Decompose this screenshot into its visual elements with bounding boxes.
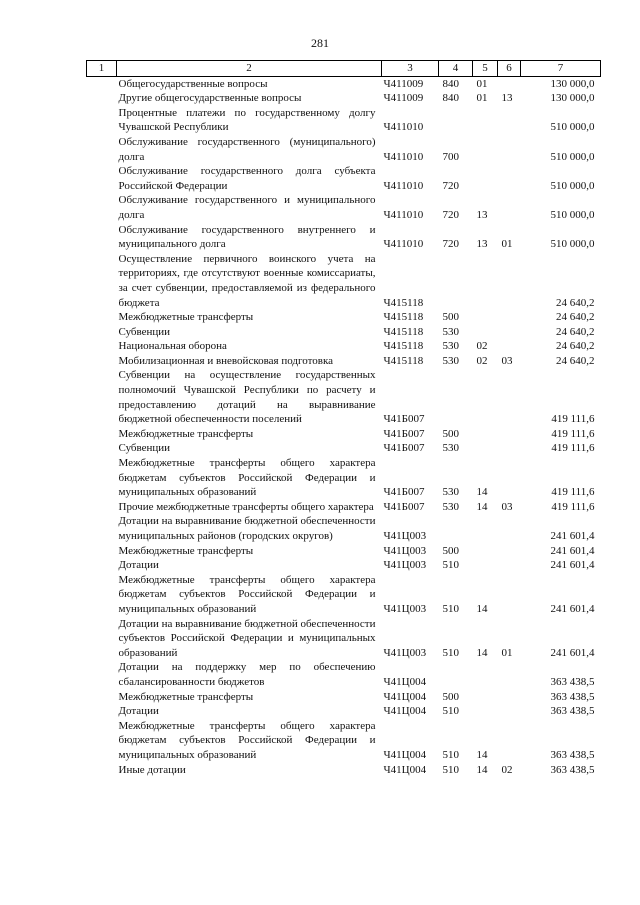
row-col-1 bbox=[87, 427, 117, 442]
row-col-1 bbox=[87, 325, 117, 340]
table-row bbox=[87, 704, 601, 719]
row-description: Мобилизационная и вневойсковая подготовка bbox=[118, 354, 334, 367]
row-expense-type: 500 bbox=[442, 427, 459, 440]
table-row bbox=[87, 617, 601, 661]
row-target-code: Ч41Ц003 bbox=[383, 559, 427, 572]
row-col-1 bbox=[87, 354, 117, 369]
row-target-code: Ч41Б007 bbox=[383, 413, 425, 426]
row-section bbox=[473, 252, 498, 310]
row-description: Субвенции bbox=[118, 325, 171, 338]
row-subsection bbox=[498, 573, 521, 617]
row-amount: 510 000,0 bbox=[550, 150, 595, 163]
header-col-7: 7 bbox=[521, 61, 601, 77]
row-expense-type: 840 bbox=[442, 77, 459, 90]
table-row bbox=[87, 354, 601, 369]
row-target-code: Ч41Б007 bbox=[383, 427, 425, 440]
table-row bbox=[87, 91, 601, 106]
row-col-1 bbox=[87, 660, 117, 689]
header-col-3: 3 bbox=[382, 61, 439, 77]
row-amount: 510 000,0 bbox=[550, 179, 595, 192]
row-target-code: Ч415118 bbox=[383, 354, 424, 367]
row-subsection bbox=[498, 704, 521, 719]
row-description: Обслуживание государственного (муниципального) долга bbox=[118, 135, 376, 163]
row-col-1 bbox=[87, 164, 117, 193]
row-section bbox=[473, 690, 498, 705]
row-expense-type: 720 bbox=[442, 208, 459, 221]
row-target-code: Ч415118 bbox=[383, 311, 424, 324]
row-subsection: 13 bbox=[501, 92, 513, 105]
row-subsection bbox=[498, 441, 521, 456]
row-col-1 bbox=[87, 135, 117, 164]
row-section: 01 bbox=[476, 92, 488, 105]
row-subsection bbox=[498, 660, 521, 689]
row-target-code: Ч415118 bbox=[383, 296, 424, 309]
row-col-1 bbox=[87, 252, 117, 310]
row-col-1 bbox=[87, 558, 117, 573]
row-subsection bbox=[498, 456, 521, 500]
row-target-code: Ч41Ц003 bbox=[383, 602, 427, 615]
row-col-1 bbox=[87, 544, 117, 559]
row-amount: 24 640,2 bbox=[556, 311, 595, 324]
row-subsection bbox=[498, 193, 521, 222]
row-description: Общегосударственные вопросы bbox=[118, 77, 268, 90]
row-expense-type: 530 bbox=[442, 500, 459, 513]
row-section bbox=[473, 544, 498, 559]
row-amount: 24 640,2 bbox=[556, 296, 595, 309]
row-amount: 24 640,2 bbox=[556, 354, 595, 367]
row-section bbox=[473, 106, 498, 135]
row-section: 14 bbox=[476, 486, 488, 499]
table-row bbox=[87, 76, 601, 91]
row-target-code: Ч411010 bbox=[383, 238, 424, 251]
row-expense-type: 720 bbox=[442, 238, 459, 251]
row-target-code: Ч411010 bbox=[383, 121, 424, 134]
row-amount: 24 640,2 bbox=[556, 340, 595, 353]
table-row bbox=[87, 660, 601, 689]
row-amount: 241 601,4 bbox=[550, 602, 595, 615]
row-section: 01 bbox=[476, 77, 488, 90]
row-section bbox=[473, 135, 498, 164]
table-row bbox=[87, 325, 601, 340]
row-amount: 363 438,5 bbox=[550, 675, 595, 688]
row-target-code: Ч41Ц003 bbox=[383, 646, 427, 659]
row-description: Прочие межбюджетные трансферты общего характера bbox=[118, 500, 374, 513]
row-description: Межбюджетные трансферты общего характера бюджетам субъектов Российской Федерации и муниципальных образований bbox=[118, 573, 376, 615]
row-amount: 241 601,4 bbox=[550, 530, 595, 542]
row-expense-type: 510 bbox=[442, 602, 459, 615]
row-col-1 bbox=[87, 719, 117, 763]
row-amount: 419 111,6 bbox=[551, 500, 595, 513]
table-row bbox=[87, 164, 601, 193]
row-subsection bbox=[498, 514, 521, 543]
row-target-code: Ч41Б007 bbox=[383, 442, 425, 455]
table-row bbox=[87, 223, 601, 252]
row-description: Межбюджетные трансферты общего характера бюджетам субъектов Российской Федерации и муниципальных образований bbox=[118, 457, 376, 499]
row-col-1 bbox=[87, 704, 117, 719]
row-description: Обслуживание государственного и муниципального долга bbox=[118, 194, 376, 221]
row-subsection bbox=[498, 558, 521, 573]
table-row bbox=[87, 368, 601, 426]
row-description: Дотации на поддержку мер по обеспечению сбалансированности бюджетов bbox=[118, 661, 376, 688]
row-col-1 bbox=[87, 500, 117, 515]
table-row bbox=[87, 558, 601, 573]
row-target-code: Ч411009 bbox=[383, 92, 424, 105]
row-subsection: 01 bbox=[501, 238, 513, 251]
row-target-code: Ч41Б007 bbox=[383, 486, 425, 499]
row-description: Межбюджетные трансферты bbox=[118, 311, 254, 324]
row-description: Субвенции на осуществление государственных полномочий Чувашской Республики по расчету и предоставлению дотаций на выравнивание бюджетной обеспеченности поселений bbox=[118, 369, 376, 426]
row-expense-type: 530 bbox=[442, 486, 459, 499]
table-row bbox=[87, 690, 601, 705]
row-expense-type: 720 bbox=[442, 179, 459, 192]
row-subsection bbox=[498, 368, 521, 426]
row-col-1 bbox=[87, 106, 117, 135]
row-section: 14 bbox=[476, 763, 488, 776]
row-subsection bbox=[498, 76, 521, 91]
row-section: 02 bbox=[476, 354, 488, 367]
row-amount: 510 000,0 bbox=[550, 121, 595, 134]
row-target-code: Ч415118 bbox=[383, 325, 424, 338]
table-row bbox=[87, 427, 601, 442]
row-expense-type bbox=[439, 514, 473, 543]
row-amount: 510 000,0 bbox=[550, 238, 595, 251]
table-row bbox=[87, 135, 601, 164]
row-col-1 bbox=[87, 456, 117, 500]
row-target-code: Ч41Ц004 bbox=[383, 748, 427, 761]
row-col-1 bbox=[87, 617, 117, 661]
row-section bbox=[473, 514, 498, 543]
row-target-code: Ч411010 bbox=[383, 179, 424, 192]
row-description: Иные дотации bbox=[118, 763, 186, 776]
row-col-1 bbox=[87, 223, 117, 252]
row-section bbox=[473, 441, 498, 456]
row-description: Межбюджетные трансферты bbox=[118, 690, 254, 703]
page-number: 281 bbox=[311, 36, 329, 50]
row-target-code: Ч41Ц003 bbox=[383, 530, 427, 542]
row-description: Межбюджетные трансферты bbox=[118, 544, 254, 557]
row-expense-type: 510 bbox=[442, 559, 459, 572]
row-subsection: 02 bbox=[501, 763, 513, 776]
row-amount: 241 601,4 bbox=[550, 544, 595, 557]
row-expense-type: 530 bbox=[442, 354, 459, 367]
row-col-1 bbox=[87, 763, 117, 778]
header-col-4: 4 bbox=[439, 61, 473, 77]
row-target-code: Ч41Ц004 bbox=[383, 705, 427, 718]
header-col-1: 1 bbox=[87, 61, 117, 77]
header-col-2: 2 bbox=[117, 61, 382, 77]
row-expense-type: 840 bbox=[442, 92, 459, 105]
row-section bbox=[473, 704, 498, 719]
row-amount: 363 438,5 bbox=[550, 748, 595, 761]
row-section: 14 bbox=[476, 748, 488, 761]
table-row bbox=[87, 500, 601, 515]
table-row bbox=[87, 106, 601, 135]
row-expense-type: 500 bbox=[442, 311, 459, 324]
row-section bbox=[473, 368, 498, 426]
table-header bbox=[87, 61, 601, 77]
row-expense-type bbox=[439, 252, 473, 310]
row-col-1 bbox=[87, 368, 117, 426]
budget-table bbox=[86, 60, 601, 777]
row-section bbox=[473, 164, 498, 193]
row-amount: 24 640,2 bbox=[556, 325, 595, 338]
row-description: Национальная оборона bbox=[118, 340, 227, 353]
row-col-1 bbox=[87, 310, 117, 325]
row-expense-type: 500 bbox=[442, 690, 459, 703]
row-description: Обслуживание государственного внутреннего и муниципального долга bbox=[118, 223, 376, 251]
row-target-code: Ч41Ц004 bbox=[383, 675, 427, 688]
table-row bbox=[87, 544, 601, 559]
row-section bbox=[473, 427, 498, 442]
row-target-code: Ч41Ц004 bbox=[383, 763, 427, 776]
table-row bbox=[87, 573, 601, 617]
row-subsection bbox=[498, 544, 521, 559]
row-section: 14 bbox=[476, 500, 488, 513]
table-row bbox=[87, 310, 601, 325]
row-col-1 bbox=[87, 193, 117, 222]
row-subsection bbox=[498, 339, 521, 354]
row-col-1 bbox=[87, 91, 117, 106]
row-expense-type: 530 bbox=[442, 325, 459, 338]
table-row bbox=[87, 763, 601, 778]
row-expense-type: 700 bbox=[442, 150, 459, 163]
table-row bbox=[87, 456, 601, 500]
row-expense-type: 530 bbox=[442, 442, 459, 455]
row-description: Дотации bbox=[118, 559, 159, 572]
row-section: 14 bbox=[476, 602, 488, 615]
row-col-1 bbox=[87, 514, 117, 543]
row-amount: 419 111,6 bbox=[551, 486, 595, 499]
row-section: 02 bbox=[476, 340, 488, 353]
table-row bbox=[87, 719, 601, 763]
header-col-6: 6 bbox=[498, 61, 521, 77]
row-target-code: Ч41Ц004 bbox=[383, 690, 427, 703]
row-description: Осуществление первичного воинского учета на территориях, где отсутствуют военные комиссариаты, за счет субвенции, предоставляемой из федерального бюджета bbox=[118, 252, 376, 309]
row-amount: 241 601,4 bbox=[550, 559, 595, 572]
row-target-code: Ч411009 bbox=[383, 77, 424, 90]
row-description: Субвенции bbox=[118, 442, 171, 455]
row-expense-type: 510 bbox=[442, 763, 459, 776]
row-subsection bbox=[498, 164, 521, 193]
row-section: 13 bbox=[476, 238, 488, 251]
row-section: 14 bbox=[476, 646, 488, 659]
row-expense-type: 500 bbox=[442, 544, 459, 557]
row-amount: 363 438,5 bbox=[550, 705, 595, 718]
row-description: Межбюджетные трансферты bbox=[118, 427, 254, 440]
table-row bbox=[87, 252, 601, 310]
row-subsection bbox=[498, 135, 521, 164]
row-col-1 bbox=[87, 441, 117, 456]
row-amount: 419 111,6 bbox=[551, 442, 595, 455]
row-subsection bbox=[498, 106, 521, 135]
row-subsection bbox=[498, 252, 521, 310]
row-subsection bbox=[498, 310, 521, 325]
row-amount: 510 000,0 bbox=[550, 208, 595, 221]
row-expense-type: 530 bbox=[442, 340, 459, 353]
row-amount: 241 601,4 bbox=[550, 646, 595, 659]
row-expense-type: 510 bbox=[442, 705, 459, 718]
row-target-code: Ч411010 bbox=[383, 150, 424, 163]
table-row bbox=[87, 339, 601, 354]
header-col-5: 5 bbox=[473, 61, 498, 77]
row-expense-type bbox=[439, 106, 473, 135]
row-description: Обслуживание государственного долга субъекта Российской Федерации bbox=[118, 165, 376, 192]
row-target-code: Ч411010 bbox=[383, 208, 424, 221]
row-target-code: Ч41Б007 bbox=[383, 500, 425, 513]
row-col-1 bbox=[87, 339, 117, 354]
row-description: Дотации bbox=[118, 705, 159, 718]
row-col-1 bbox=[87, 690, 117, 705]
row-subsection bbox=[498, 427, 521, 442]
row-col-1 bbox=[87, 76, 117, 91]
table-row bbox=[87, 514, 601, 543]
row-amount: 130 000,0 bbox=[550, 77, 595, 90]
row-target-code: Ч415118 bbox=[383, 340, 424, 353]
row-description: Дотации на выравнивание бюджетной обеспеченности субъектов Российской Федерации и муниципальных образований bbox=[118, 617, 376, 659]
row-subsection: 03 bbox=[501, 500, 513, 513]
row-description: Процентные платежи по государственному долгу Чувашской Республики bbox=[118, 106, 376, 134]
table-body bbox=[87, 76, 601, 777]
row-amount: 363 438,5 bbox=[550, 763, 595, 776]
row-expense-type bbox=[439, 660, 473, 689]
table-row bbox=[87, 441, 601, 456]
row-description: Межбюджетные трансферты общего характера бюджетам субъектов Российской Федерации и муниципальных образований bbox=[118, 719, 376, 761]
row-description: Дотации на выравнивание бюджетной обеспеченности муниципальных районов (городских округов) bbox=[118, 515, 376, 542]
row-expense-type bbox=[439, 368, 473, 426]
row-section bbox=[473, 325, 498, 340]
table-row bbox=[87, 193, 601, 222]
row-subsection bbox=[498, 719, 521, 763]
row-description: Другие общегосударственные вопросы bbox=[118, 92, 302, 105]
row-amount: 363 438,5 bbox=[550, 690, 595, 703]
row-section bbox=[473, 310, 498, 325]
row-section bbox=[473, 558, 498, 573]
row-subsection bbox=[498, 690, 521, 705]
row-subsection bbox=[498, 325, 521, 340]
row-col-1 bbox=[87, 573, 117, 617]
row-expense-type: 510 bbox=[442, 748, 459, 761]
row-target-code: Ч41Ц003 bbox=[383, 544, 427, 557]
row-subsection: 01 bbox=[501, 646, 513, 659]
row-section bbox=[473, 660, 498, 689]
row-amount: 419 111,6 bbox=[551, 413, 595, 426]
row-expense-type: 510 bbox=[442, 646, 459, 659]
row-amount: 130 000,0 bbox=[550, 92, 595, 105]
row-subsection: 03 bbox=[501, 354, 513, 367]
row-section: 13 bbox=[476, 208, 488, 221]
row-amount: 419 111,6 bbox=[551, 427, 595, 440]
